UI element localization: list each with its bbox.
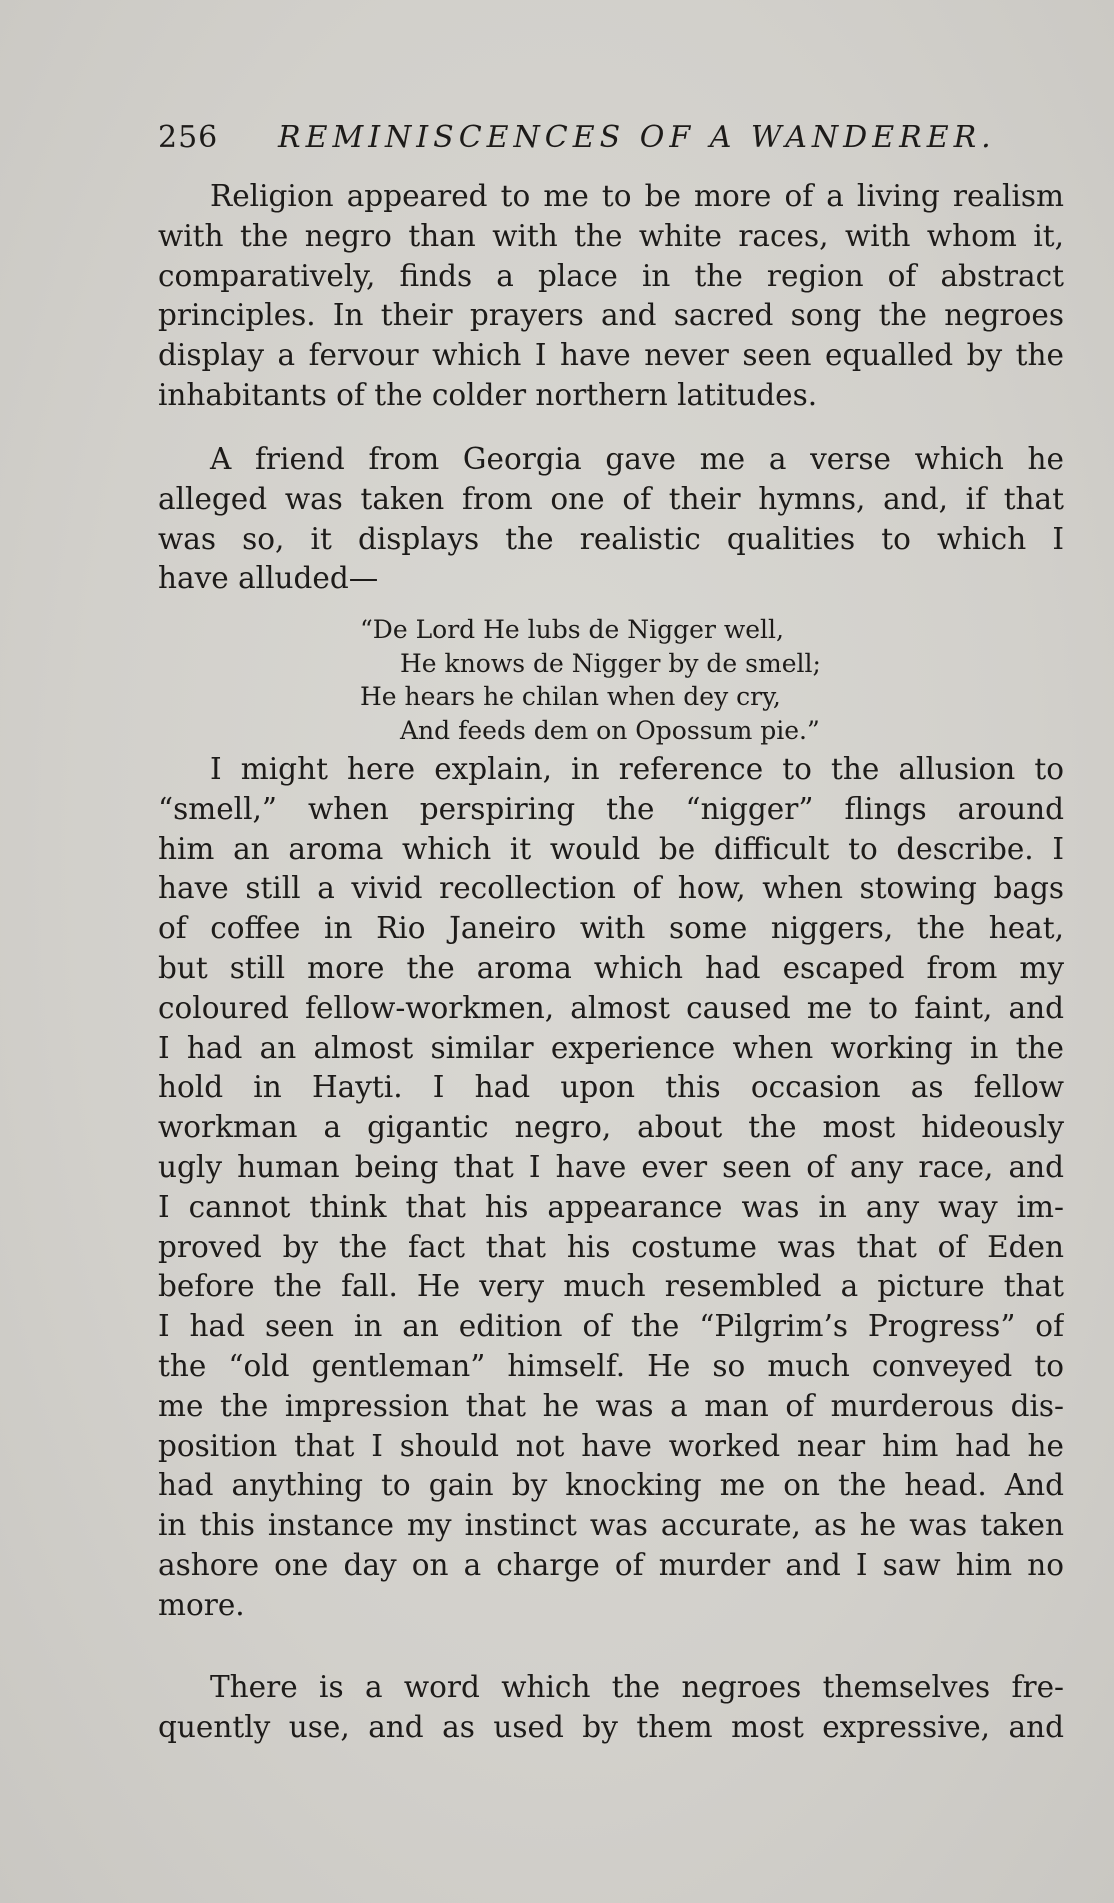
- verse-line: And feeds dem on Opossum pie.”: [400, 715, 820, 745]
- text-line: quently use, and as used by them most expressive, and: [158, 1709, 1064, 1744]
- text-line: I cannot think that his appearance was in any way im-: [158, 1189, 1064, 1224]
- text-line: “smell,” when perspiring the “nigger” flings around: [158, 791, 1064, 826]
- text-line: ugly human being that I have ever seen of any race, and: [158, 1149, 1064, 1184]
- text-line: workman a gigantic negro, about the most hideously: [158, 1110, 1064, 1145]
- text-line: the “old gentleman” himself. He so much conveyed to: [158, 1348, 1064, 1383]
- text-line: position that I should not have worked near him had he: [158, 1428, 1064, 1463]
- text-line: comparatively, finds a place in the region of abstract: [158, 258, 1064, 293]
- text-line: principles. In their prayers and sacred song the negroes: [158, 298, 1064, 333]
- text-line: Religion appeared to me to be more of a living realism: [210, 179, 1064, 213]
- text-line: more.: [158, 1587, 245, 1622]
- text-line: have still a vivid recollection of how, when stowing bags: [158, 871, 1064, 906]
- text-line: A friend from Georgia gave me a verse which he: [210, 442, 1064, 476]
- verse-line: “De Lord He lubs de Nigger well,: [360, 615, 784, 644]
- text-line: me the impression that he was a man of murderous dis-: [158, 1388, 1064, 1423]
- paragraph-smell-explanation: [158, 750, 1064, 1626]
- text-line: alleged was taken from one of their hymns, and, if that: [158, 481, 1064, 516]
- text-line: of coffee in Rio Janeiro with some niggers, the heat,: [158, 911, 1064, 946]
- text-line: display a fervour which I have never seen equalled by the: [158, 338, 1064, 373]
- text-line: have alluded—: [158, 561, 379, 596]
- text-line: inhabitants of the colder northern latitudes.: [158, 377, 818, 412]
- page-number: 256: [158, 120, 219, 155]
- text-line: before the fall. He very much resembled a picture that: [158, 1269, 1064, 1304]
- text-line: coloured fellow-workmen, almost caused me to faint, and: [158, 990, 1064, 1025]
- text-line: proved by the fact that his costume was that of Eden: [158, 1229, 1064, 1264]
- running-head: REMINISCENCES OF A WANDERER.: [278, 120, 996, 155]
- text-line: had anything to gain by knocking me on the head. And: [158, 1468, 1064, 1503]
- text-line: I had seen in an edition of the “Pilgrim’s Progress” of: [158, 1309, 1064, 1344]
- text-line: with the negro than with the white races, with whom it,: [158, 218, 1064, 253]
- hymn-verse: [360, 613, 1010, 747]
- text-line: was so, it displays the realistic qualities to which I: [158, 521, 1064, 556]
- text-line: him an aroma which it would be difficult to describe. I: [158, 831, 1064, 866]
- paragraph-word-used: [158, 1668, 1064, 1748]
- text-line: I might here explain, in reference to the allusion to: [210, 752, 1064, 786]
- text-line: in this instance my instinct was accurate, as he was taken: [158, 1508, 1064, 1543]
- text-line: hold in Hayti. I had upon this occasion as fellow: [158, 1070, 1064, 1105]
- page-header: [158, 112, 1038, 162]
- paragraph-religion: [158, 177, 1064, 416]
- text-line: ashore one day on a charge of murder and I saw him no: [158, 1547, 1064, 1582]
- text-line: but still more the aroma which had escaped from my: [158, 950, 1064, 985]
- verse-line: He hears he chilan when dey cry,: [360, 682, 781, 711]
- verse-line: He knows de Nigger by de smell;: [400, 648, 821, 678]
- paragraph-friend-from-georgia: [158, 440, 1064, 599]
- text-line: There is a word which the negroes themselves fre-: [210, 1670, 1064, 1704]
- text-line: I had an almost similar experience when working in the: [158, 1030, 1064, 1065]
